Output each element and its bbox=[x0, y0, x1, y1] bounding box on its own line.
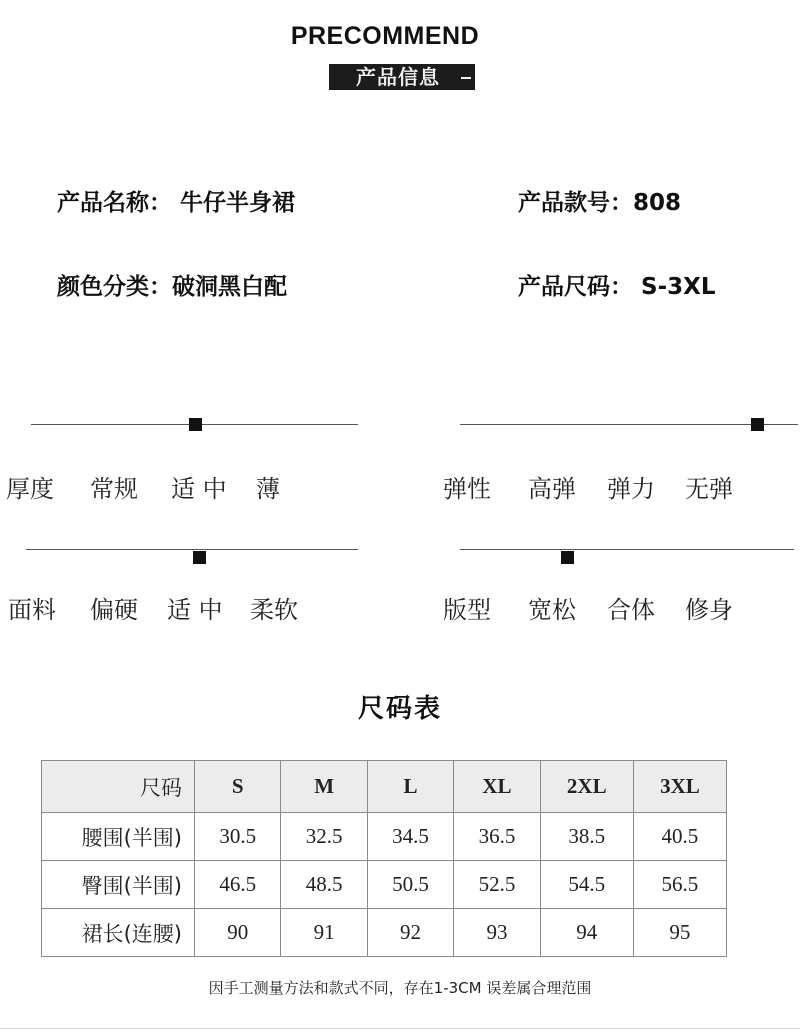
size-table-title: 尺码表 bbox=[357, 694, 442, 724]
table-cell: 34.5 bbox=[367, 813, 453, 861]
table-cell: 46.5 bbox=[195, 861, 281, 909]
row-label: 腰围(半围) bbox=[42, 813, 195, 861]
elasticity-option: 无弹 bbox=[685, 475, 733, 503]
size-table bbox=[41, 760, 727, 957]
header-cell: L bbox=[367, 761, 453, 813]
elasticity-track bbox=[460, 424, 798, 425]
table-cell: 30.5 bbox=[195, 813, 281, 861]
attribute-elasticity bbox=[400, 405, 800, 515]
header-cell: M bbox=[281, 761, 367, 813]
row-label: 裙长(连腰) bbox=[42, 909, 195, 957]
fit-track bbox=[460, 549, 794, 550]
thickness-option: 常规 bbox=[90, 475, 138, 503]
header-cell: 3XL bbox=[633, 761, 726, 813]
thickness-label: 厚度 bbox=[6, 475, 54, 503]
table-cell: 91 bbox=[281, 909, 367, 957]
size-table-header-row bbox=[42, 761, 727, 813]
table-cell: 40.5 bbox=[633, 813, 726, 861]
table-cell: 56.5 bbox=[633, 861, 726, 909]
product-model: 产品款号：808 bbox=[518, 190, 682, 216]
fabric-option: 柔软 bbox=[250, 596, 298, 624]
table-cell: 36.5 bbox=[454, 813, 540, 861]
table-cell: 50.5 bbox=[367, 861, 453, 909]
table-cell: 95 bbox=[633, 909, 726, 957]
elasticity-marker bbox=[751, 418, 764, 431]
table-cell: 32.5 bbox=[281, 813, 367, 861]
thickness-option: 适 中 bbox=[171, 475, 227, 503]
elasticity-option: 高弹 bbox=[528, 475, 576, 503]
fit-option: 修身 bbox=[685, 596, 733, 624]
fabric-label: 面料 bbox=[8, 596, 56, 624]
banner-dash bbox=[461, 77, 471, 79]
header-cell: S bbox=[195, 761, 281, 813]
fabric-option: 适 中 bbox=[167, 596, 223, 624]
product-color: 颜色分类：破洞黑白配 bbox=[57, 274, 287, 300]
header-cell: 2XL bbox=[540, 761, 633, 813]
product-name: 产品名称： 牛仔半身裙 bbox=[57, 190, 296, 216]
table-cell: 94 bbox=[540, 909, 633, 957]
bottom-divider bbox=[0, 1028, 800, 1029]
thickness-marker bbox=[189, 418, 202, 431]
table-row bbox=[42, 909, 727, 957]
attribute-fabric bbox=[0, 530, 400, 640]
row-label: 臀围(半围) bbox=[42, 861, 195, 909]
fit-option: 合体 bbox=[607, 596, 655, 624]
fabric-track bbox=[26, 549, 358, 550]
fit-option: 宽松 bbox=[528, 596, 576, 624]
elasticity-option: 弹力 bbox=[607, 475, 655, 503]
header-cell: 尺码 bbox=[42, 761, 195, 813]
fit-label: 版型 bbox=[443, 596, 491, 624]
measurement-note: 因手工测量方法和款式不同，存在1-3CM 误差属合理范围 bbox=[208, 979, 592, 997]
fabric-option: 偏硬 bbox=[90, 596, 138, 624]
table-cell: 48.5 bbox=[281, 861, 367, 909]
section-banner-label: 产品信息 bbox=[356, 65, 440, 89]
thickness-option: 薄 bbox=[256, 475, 280, 503]
table-row bbox=[42, 813, 727, 861]
table-cell: 90 bbox=[195, 909, 281, 957]
product-size: 产品尺码： S-3XL bbox=[518, 274, 716, 300]
fit-marker bbox=[561, 551, 574, 564]
table-row bbox=[42, 861, 727, 909]
table-cell: 93 bbox=[454, 909, 540, 957]
brand-title: PRECOMMEND bbox=[290, 22, 480, 50]
table-cell: 92 bbox=[367, 909, 453, 957]
table-cell: 38.5 bbox=[540, 813, 633, 861]
elasticity-label: 弹性 bbox=[443, 475, 491, 503]
fabric-marker bbox=[193, 551, 206, 564]
header-cell: XL bbox=[454, 761, 540, 813]
table-cell: 54.5 bbox=[540, 861, 633, 909]
attribute-fit bbox=[400, 530, 800, 640]
table-cell: 52.5 bbox=[454, 861, 540, 909]
attribute-thickness bbox=[0, 405, 400, 515]
